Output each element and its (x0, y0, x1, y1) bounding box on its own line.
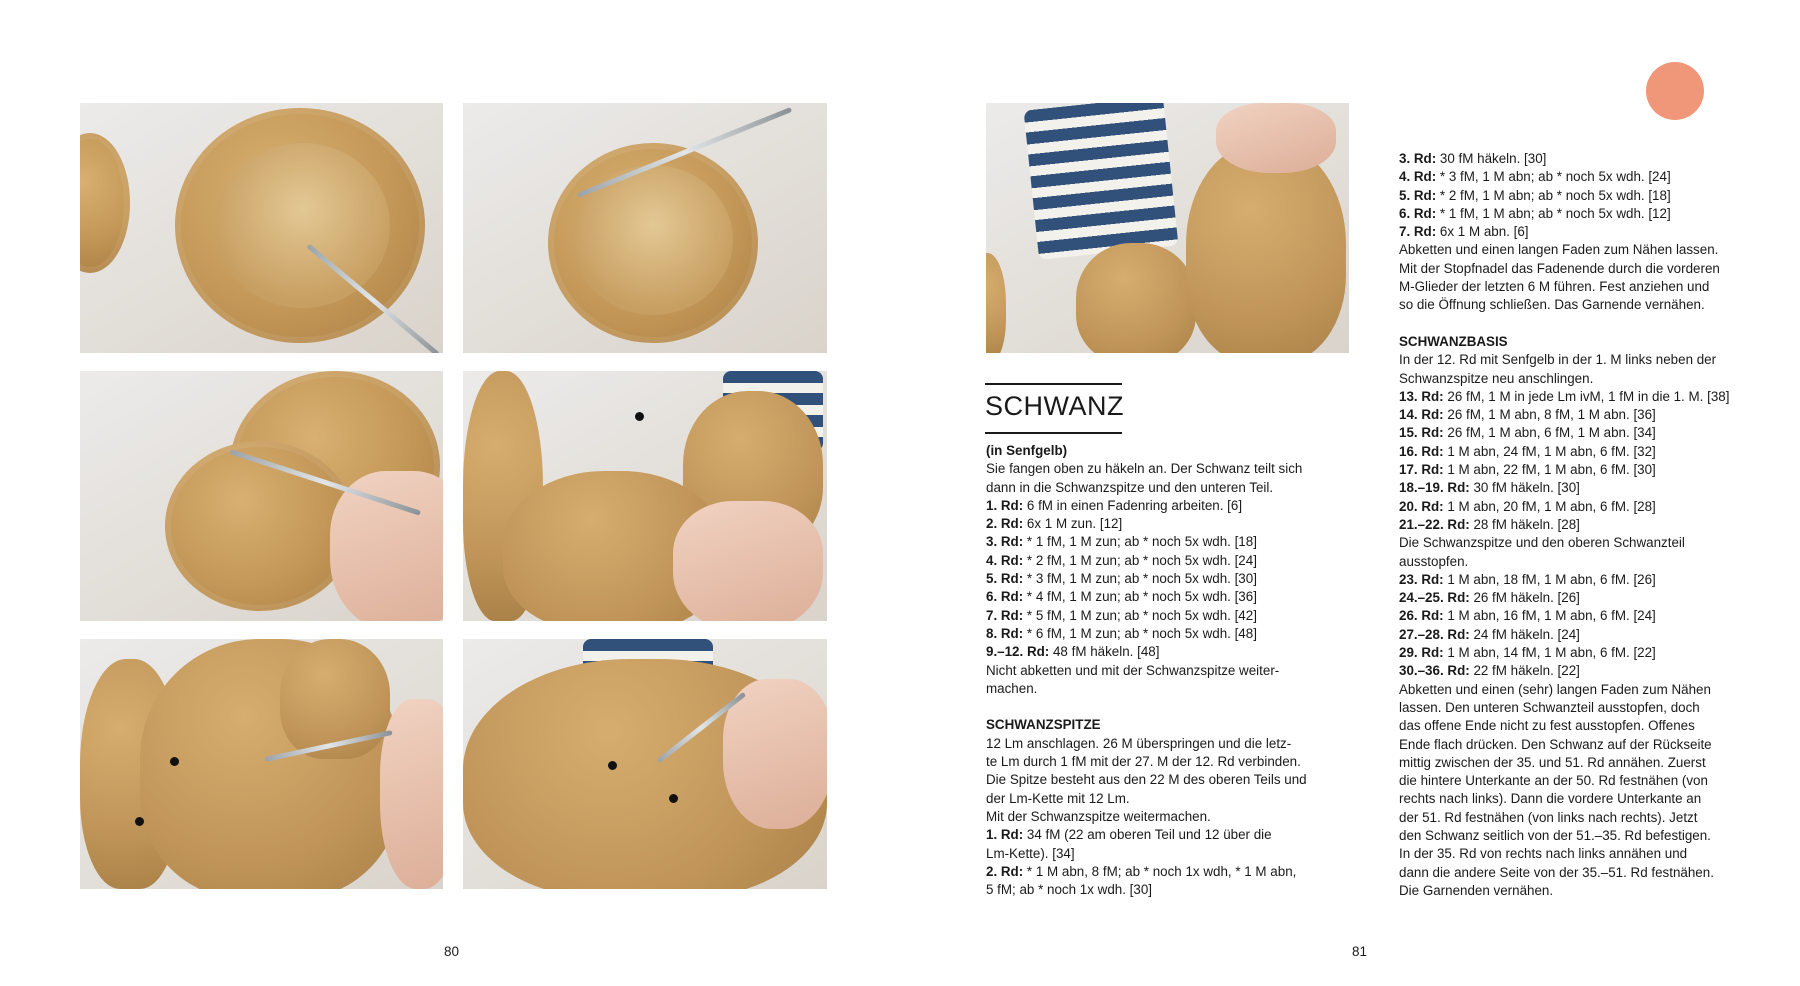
instruction-text: lassen. Den unteren Schwanzteil ausstopfen, doch (1399, 699, 1700, 715)
photo-striped-leg-tail (986, 103, 1349, 353)
instruction-text: rechts nach links). Dann die vordere Unterkante an (1399, 791, 1702, 807)
instruction-line (1399, 333, 1769, 351)
instruction-line (986, 479, 1351, 497)
round-label: 6. Rd: (986, 589, 1024, 605)
instruction-line (986, 771, 1351, 789)
instruction-text: * 2 fM, 1 M zun; ab * noch 5x wdh. [24] (1023, 552, 1257, 568)
instruction-line (986, 570, 1351, 588)
instruction-text: 1 M abn, 14 fM, 1 M abn, 6 fM. [22] (1443, 645, 1656, 661)
instruction-line (1399, 736, 1769, 754)
instruction-text: mittig zwischen der 35. und 51. Rd annähen. Zuerst (1399, 754, 1706, 770)
instruction-line (1399, 589, 1769, 607)
round-label: 4. Rd: (986, 552, 1024, 568)
instruction-text: 1 M abn, 22 fM, 1 M abn, 6 fM. [30] (1443, 462, 1656, 478)
round-label: 23. Rd: (1399, 571, 1444, 587)
instruction-line (1399, 296, 1769, 314)
instructions-column-right (1399, 150, 1769, 900)
paragraph-gap (1399, 315, 1769, 333)
instruction-text: 6x 1 M abn. [6] (1436, 224, 1529, 240)
instruction-text: Abketten und einen (sehr) langen Faden zum Nähen (1399, 681, 1711, 697)
instruction-line (1399, 809, 1769, 827)
paragraph-gap (986, 698, 1351, 716)
decorative-circle (1646, 62, 1704, 120)
round-label: 15. Rd: (1399, 425, 1444, 441)
instruction-text: 5 fM; ab * noch 1x wdh. [30] (986, 882, 1152, 898)
instruction-line (1399, 241, 1769, 259)
page-number-right: 81 (1352, 944, 1368, 959)
instruction-line (1399, 864, 1769, 882)
photo-crochet-ball-joining (80, 371, 443, 621)
instruction-line (986, 753, 1351, 771)
round-label: (in Senfgelb) (986, 443, 1068, 458)
instruction-line (1399, 516, 1769, 534)
instruction-line (1399, 424, 1769, 442)
photo-crochet-bowl-needle (80, 103, 443, 353)
instruction-line (1399, 790, 1769, 808)
instruction-line (986, 552, 1351, 570)
photo-body-sewing-closeup (80, 639, 443, 889)
instruction-line (1399, 626, 1769, 644)
round-label: 8. Rd: (986, 625, 1024, 641)
instruction-text: 1 M abn, 20 fM, 1 M abn, 6 fM. [28] (1443, 498, 1656, 514)
round-label: 9.–12. Rd: (986, 644, 1050, 660)
instruction-text: 30 fM häkeln. [30] (1436, 151, 1547, 166)
instruction-line (1399, 406, 1769, 424)
round-label: 16. Rd: (1399, 443, 1444, 459)
instruction-line (986, 442, 1351, 460)
instruction-line (1399, 882, 1769, 900)
instruction-text: * 1 M abn, 8 fM; ab * noch 1x wdh, * 1 M abn, (1023, 863, 1297, 879)
instruction-line (986, 497, 1351, 515)
instruction-line (1399, 827, 1769, 845)
instruction-text: Nicht abketten und mit der Schwanzspitze weiter- (986, 662, 1280, 678)
instruction-text: den Schwanz seitlich von der 51.–35. Rd befestigen. (1399, 827, 1711, 843)
instruction-text: dann in die Schwanzspitze und den unteren Teil. (986, 479, 1274, 495)
instruction-text: Mit der Stopfnadel das Fadenende durch die vorderen (1399, 260, 1720, 276)
instruction-line (1399, 260, 1769, 278)
round-label: 5. Rd: (1399, 187, 1437, 203)
instruction-line (1399, 754, 1769, 772)
instruction-text: * 3 fM, 1 M zun; ab * noch 5x wdh. [30] (1023, 571, 1257, 587)
instruction-line (986, 588, 1351, 606)
round-label: 30.–36. Rd: (1399, 663, 1470, 679)
instruction-line (1399, 553, 1769, 571)
instruction-text: * 5 fM, 1 M zun; ab * noch 5x wdh. [42] (1023, 607, 1257, 623)
instruction-text: der Lm-Kette mit 12 Lm. (986, 790, 1130, 806)
instruction-text: 24 fM häkeln. [24] (1469, 626, 1580, 642)
round-label: 5. Rd: (986, 571, 1024, 587)
round-label: 29. Rd: (1399, 645, 1444, 661)
instruction-text: Die Garnenden vernähen. (1399, 882, 1554, 898)
round-label: 21.–22. Rd: (1399, 516, 1470, 532)
instruction-text: dann die andere Seite von der 35.–51. Rd festnähen. (1399, 864, 1714, 880)
instruction-line (986, 460, 1351, 478)
round-label: 3. Rd: (1399, 151, 1437, 166)
instruction-line (1399, 187, 1769, 205)
instruction-text: * 2 fM, 1 M abn; ab * noch 5x wdh. [18] (1436, 187, 1671, 203)
instruction-text: 26 fM häkeln. [26] (1469, 590, 1580, 606)
round-label: 7. Rd: (1399, 224, 1437, 240)
instruction-line (986, 826, 1351, 844)
instruction-text: Die Spitze besteht aus den 22 M des oberen Teils und (986, 772, 1307, 788)
instruction-text: 1 M abn, 18 fM, 1 M abn, 6 fM. [26] (1443, 571, 1656, 587)
instruction-line (1399, 845, 1769, 863)
round-label: 7. Rd: (986, 607, 1024, 623)
instruction-text: Schwanzspitze neu anschlingen. (1399, 370, 1594, 386)
instruction-line (1399, 461, 1769, 479)
round-label: 2. Rd: (986, 516, 1024, 532)
instruction-line (1399, 662, 1769, 680)
instruction-text: 12 Lm anschlagen. 26 M überspringen und die letz- (986, 735, 1292, 751)
instruction-line (986, 881, 1351, 899)
instruction-line (1399, 498, 1769, 516)
instruction-text: In der 12. Rd mit Senfgelb in der 1. M links neben der (1399, 352, 1717, 368)
instruction-line (1399, 717, 1769, 735)
instruction-text: 26 fM, 1 M abn, 6 fM, 1 M abn. [34] (1443, 425, 1656, 441)
instruction-line (1399, 571, 1769, 589)
round-label: 4. Rd: (1399, 169, 1437, 185)
round-label: 14. Rd: (1399, 407, 1444, 423)
instruction-line (986, 625, 1351, 643)
instruction-text: * 6 fM, 1 M zun; ab * noch 5x wdh. [48] (1023, 625, 1257, 641)
instruction-line (986, 716, 1351, 734)
instruction-text: die hintere Unterkante an der 50. Rd festnähen (von (1399, 773, 1708, 789)
instruction-text: machen. (986, 680, 1038, 696)
instruction-text: 1 M abn, 24 fM, 1 M abn, 6 fM. [32] (1443, 443, 1656, 459)
photo-crochet-bowl-hook (463, 103, 827, 353)
round-label: 17. Rd: (1399, 462, 1444, 478)
instruction-text: Lm-Kette). [34] (986, 845, 1075, 861)
instruction-line (986, 845, 1351, 863)
instruction-line (1399, 534, 1769, 552)
round-label: 27.–28. Rd: (1399, 626, 1470, 642)
instruction-line (1399, 351, 1769, 369)
photo-leg-sewing-stripes (463, 371, 827, 621)
instruction-line (986, 533, 1351, 551)
round-label: 1. Rd: (986, 827, 1024, 843)
instruction-text: * 1 fM, 1 M abn; ab * noch 5x wdh. [12] (1436, 205, 1671, 221)
instruction-text: Mit der Schwanzspitze weitermachen. (986, 808, 1211, 824)
round-label: 13. Rd: (1399, 388, 1444, 404)
instruction-line (1399, 388, 1769, 406)
instruction-text: Ende flach drücken. Den Schwanz auf der Rückseite (1399, 736, 1712, 752)
round-label: 6. Rd: (1399, 205, 1437, 221)
instruction-text: 26 fM, 1 M abn, 8 fM, 1 M abn. [36] (1443, 407, 1656, 423)
instruction-text: ausstopfen. (1399, 553, 1469, 569)
instruction-text: so die Öffnung schließen. Das Garnende vernähen. (1399, 297, 1705, 313)
instruction-line (1399, 681, 1769, 699)
instruction-line (1399, 168, 1769, 186)
instruction-text: 34 fM (22 am oberen Teil und 12 über die (1023, 827, 1272, 843)
instruction-line (1399, 443, 1769, 461)
instruction-text: * 3 fM, 1 M abn; ab * noch 5x wdh. [24] (1436, 169, 1671, 185)
instruction-text: 28 fM häkeln. [28] (1469, 516, 1580, 532)
instruction-text: 22 fM häkeln. [22] (1469, 663, 1580, 679)
instruction-text: M-Glieder der letzten 6 M führen. Fest anziehen und (1399, 279, 1710, 295)
instruction-line (1399, 607, 1769, 625)
instruction-text: Sie fangen oben zu häkeln an. Der Schwanz teilt sich (986, 461, 1303, 477)
instruction-text: * 4 fM, 1 M zun; ab * noch 5x wdh. [36] (1023, 589, 1257, 605)
instruction-text: das offene Ende nicht zu fest ausstopfen. Offenes (1399, 718, 1695, 734)
instruction-text: In der 35. Rd von rechts nach links annähen und (1399, 846, 1688, 862)
instruction-line (1399, 479, 1769, 497)
instruction-text: 30 fM häkeln. [30] (1469, 480, 1580, 496)
page-heading: SCHWANZ (985, 391, 1124, 421)
instruction-line (986, 662, 1351, 680)
instruction-text: te Lm durch 1 fM mit der 27. M der 12. Rd verbinden. (986, 754, 1301, 770)
instruction-line (1399, 205, 1769, 223)
photo-body-needle-pins (463, 639, 827, 889)
instruction-line (1399, 370, 1769, 388)
round-label: SCHWANZBASIS (1399, 333, 1508, 349)
section-heading-frame (985, 383, 1122, 434)
round-label: 24.–25. Rd: (1399, 590, 1470, 606)
instruction-line (986, 790, 1351, 808)
instruction-text: Abketten und einen langen Faden zum Nähen lassen. (1399, 242, 1719, 258)
round-label: 2. Rd: (986, 863, 1024, 879)
instruction-line (986, 680, 1351, 698)
instruction-text: Die Schwanzspitze und den oberen Schwanzteil (1399, 535, 1685, 551)
instruction-line (986, 643, 1351, 661)
instruction-line (1399, 772, 1769, 790)
instruction-text: * 1 fM, 1 M zun; ab * noch 5x wdh. [18] (1023, 534, 1257, 550)
round-label: 26. Rd: (1399, 608, 1444, 624)
round-label: 1. Rd: (986, 497, 1024, 513)
instruction-text: 6x 1 M zun. [12] (1023, 516, 1123, 532)
round-label: 3. Rd: (986, 534, 1024, 550)
instruction-text: 48 fM häkeln. [48] (1049, 644, 1160, 660)
instruction-line (986, 863, 1351, 881)
instruction-line (986, 515, 1351, 533)
instruction-line (1399, 644, 1769, 662)
instruction-line (1399, 150, 1769, 168)
instruction-text: 1 M abn, 16 fM, 1 M abn, 6 fM. [24] (1443, 608, 1656, 624)
instruction-line (986, 735, 1351, 753)
instruction-text: 6 fM in einen Fadenring arbeiten. [6] (1023, 497, 1243, 513)
instruction-text: 26 fM, 1 M in jede Lm ivM, 1 fM in die 1. M. [38] (1443, 388, 1730, 404)
instruction-line (986, 607, 1351, 625)
instruction-line (1399, 699, 1769, 717)
instruction-line (1399, 278, 1769, 296)
round-label: 18.–19. Rd: (1399, 480, 1470, 496)
round-label: 20. Rd: (1399, 498, 1444, 514)
instruction-line (986, 808, 1351, 826)
instruction-line (1399, 223, 1769, 241)
round-label: SCHWANZSPITZE (986, 717, 1101, 733)
page-number-left: 80 (444, 944, 460, 959)
instruction-text: der 51. Rd festnähen (von links nach rechts). Jetzt (1399, 809, 1698, 825)
instructions-column-left (986, 442, 1351, 899)
